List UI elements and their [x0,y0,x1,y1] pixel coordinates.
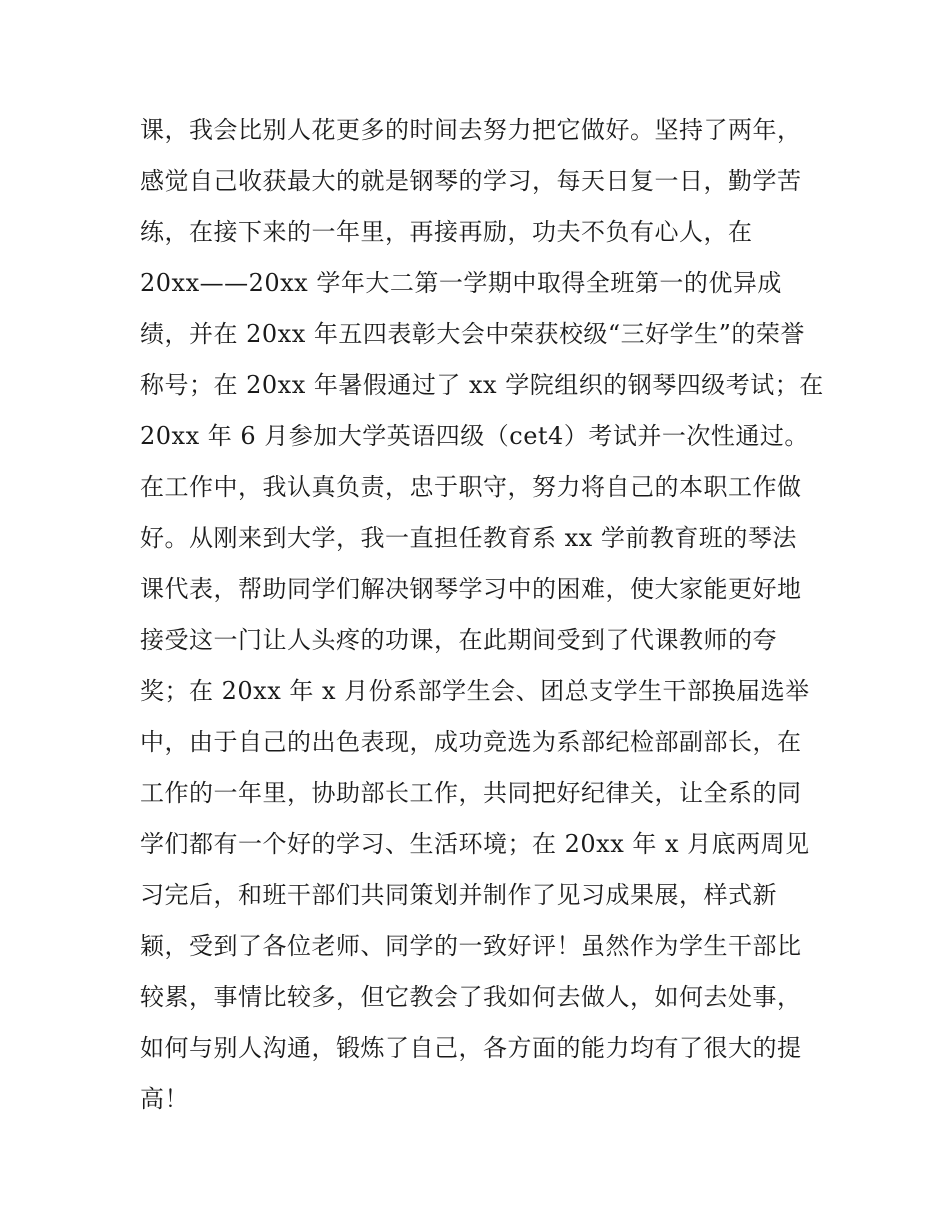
text-line: 颖，受到了各位老师、同学的一致好评！虽然作为学生干部比 [140,932,802,960]
text-line: 学们都有一个好的学习、生活环境；在 20xx 年 x 月底两周见 [140,830,810,858]
text-line: 课，我会比别人花更多的时间去努力把它做好。坚持了两年， [140,116,802,144]
text-line: 中，由于自己的出色表现，成功竞选为系部纪检部副部长，在 [140,728,802,756]
text-line: 课代表，帮助同学们解决钢琴学习中的困难，使大家能更好地 [140,575,802,603]
text-line: 好。从刚来到大学，我一直担任教育系 xx 学前教育班的琴法 [140,524,797,552]
text-line: 20xx 年 6 月参加大学英语四级（cet4）考试并一次性通过。 [140,422,809,450]
text-line: 工作的一年里，协助部长工作，共同把好纪律关，让全系的同 [140,779,802,807]
text-line: 习完后，和班干部们共同策划并制作了见习成果展，样式新 [140,881,777,909]
text-line: 奖；在 20xx 年 x 月份系部学生会、团总支学生干部换届选举 [140,677,810,705]
text-line: 20xx——20xx 学年大二第一学期中取得全班第一的优异成 [140,269,782,297]
text-line: 较累，事情比较多，但它教会了我如何去做人，如何去处事， [140,983,802,1011]
text-line: 绩，并在 20xx 年五四表彰大会中荣获校级“三好学生”的荣誉 [140,320,805,348]
text-line: 练，在接下来的一年里，再接再励，功夫不负有心人，在 [140,218,753,246]
text-line: 感觉自己收获最大的就是钢琴的学习，每天日复一日，勤学苦 [140,167,802,195]
text-line: 接受这一门让人头疼的功课，在此期间受到了代课教师的夸 [140,626,777,654]
text-line: 如何与别人沟通，锻炼了自己，各方面的能力均有了很大的提 [140,1034,802,1062]
body-text [140,105,830,1125]
text-line: 高！ [140,1085,189,1113]
text-line: 称号；在 20xx 年暑假通过了 xx 学院组织的钢琴四级考试；在 [140,371,824,399]
text-line: 在工作中，我认真负责，忠于职守，努力将自己的本职工作做 [140,473,802,501]
